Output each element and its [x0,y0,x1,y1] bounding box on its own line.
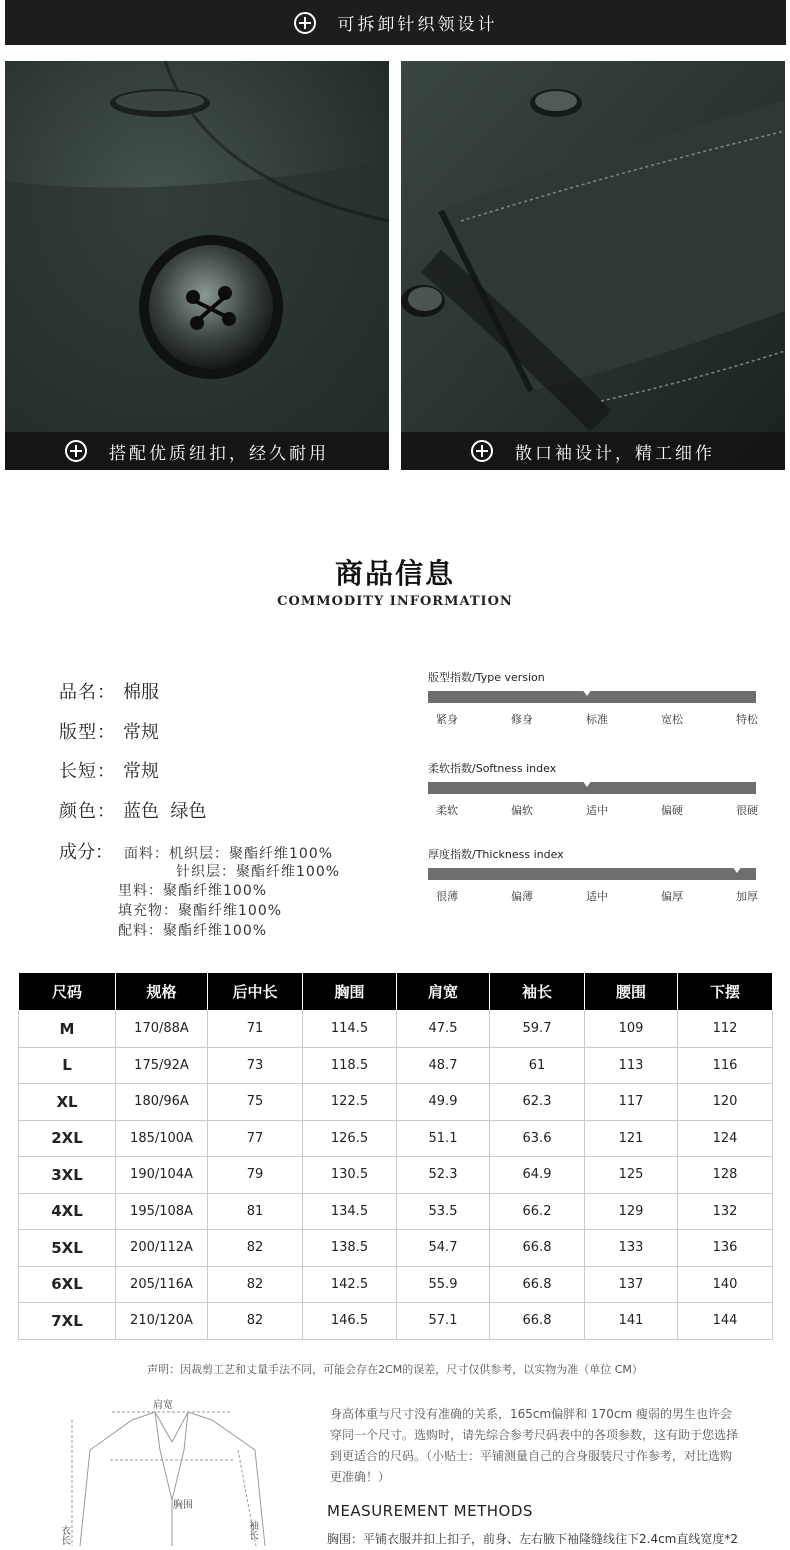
table-cell: 132 [678,1193,773,1230]
index-scale [428,846,758,903]
scale-tick-label: 修身 [511,713,533,726]
scale-tick-label: 偏硬 [661,804,683,817]
info-row [59,797,206,837]
scale-tick-label: 柔软 [436,804,458,817]
table-cell: 66.8 [490,1230,585,1267]
table-cell: 146.5 [303,1303,397,1340]
table-cell: 195/108A [116,1193,208,1230]
table-header-cell: 下摆 [678,973,773,1011]
table-cell: 133 [585,1230,678,1267]
section-subtitle: COMMODITY INFORMATION [277,594,513,609]
table-row [19,1157,773,1194]
size-cell: M [19,1011,116,1048]
scale-tick-label: 适中 [586,804,608,817]
table-cell: 122.5 [303,1084,397,1121]
plus-circle-icon [65,440,87,462]
table-cell: 129 [585,1193,678,1230]
index-scale [428,669,758,726]
table-cell: 57.1 [397,1303,490,1340]
scale-tick-label: 很薄 [436,890,458,903]
info-row [59,678,206,718]
method-chest: 胸围：平铺衣服并扣上扣子，前身、左右腋下袖隆缝线往下2.4cm直线宽度*2 [327,1532,739,1546]
scale-bar [428,782,756,794]
photo-sleeve-cuff [401,61,785,470]
info-key: 版型： [59,721,116,743]
left-caption-text: 搭配优质纽扣，经久耐用 [109,443,329,464]
table-cell: 59.7 [490,1011,585,1048]
section-title: 商品信息 [334,557,455,590]
table-cell: 142.5 [303,1266,397,1303]
table-row [19,1266,773,1303]
scale-tick-label: 适中 [586,890,608,903]
table-cell: 130.5 [303,1157,397,1194]
info-value: 常规 [123,721,159,743]
table-header-cell: 胸围 [303,973,397,1011]
table-cell: 125 [585,1157,678,1194]
table-header-cell: 袖长 [490,973,585,1011]
table-cell: 66.8 [490,1266,585,1303]
info-row [59,757,206,797]
table-cell: 134.5 [303,1193,397,1230]
composition-line: 面料：机织层：聚酯纤维100% [124,846,334,862]
table-cell: 75 [208,1084,303,1121]
table-cell: 118.5 [303,1047,397,1084]
table-cell: 55.9 [397,1266,490,1303]
table-cell: 137 [585,1266,678,1303]
table-cell: 141 [585,1303,678,1340]
table-cell: 71 [208,1011,303,1048]
plus-circle-icon [294,12,316,34]
table-cell: 52.3 [397,1157,490,1194]
composition-line: 里料：聚酯纤维100% [118,883,268,899]
table-cell: 66.8 [490,1303,585,1340]
info-value: 棉服 [123,682,159,703]
size-cell: L [19,1047,116,1084]
top-banner [5,0,786,45]
scale-bar [428,868,756,880]
right-caption-text: 散口袖设计，精工细作 [515,443,715,464]
disclaimer-note: 声明：因裁剪工艺和丈量手法不同，可能会存在2CM的误差，尺寸仅供参考，以实物为准（单位 CM） [147,1363,643,1376]
table-cell: 140 [678,1266,773,1303]
measurement-diagram [60,1390,280,1546]
table-cell: 82 [208,1266,303,1303]
methods-title: MEASUREMENT METHODS [327,1502,533,1520]
table-cell: 126.5 [303,1120,397,1157]
scale-label: 厚度指数/Thickness index [428,848,564,861]
scale-label: 柔软指数/Softness index [428,762,557,775]
table-cell: 210/120A [116,1303,208,1340]
table-cell: 114.5 [303,1011,397,1048]
table-cell: 136 [678,1230,773,1267]
table-cell: 49.9 [397,1084,490,1121]
table-cell: 63.6 [490,1120,585,1157]
table-cell: 170/88A [116,1011,208,1048]
info-key: 长短： [59,761,116,782]
table-cell: 124 [678,1120,773,1157]
size-cell: 3XL [19,1157,116,1194]
size-table [18,972,773,1340]
table-cell: 48.7 [397,1047,490,1084]
composition-line: 配料：聚酯纤维100% [118,923,268,939]
diagram-label-shoulder: 肩宽 [153,1400,173,1411]
table-cell: 82 [208,1303,303,1340]
table-cell: 51.1 [397,1120,490,1157]
table-cell: 61 [490,1047,585,1084]
table-header-cell: 肩宽 [397,973,490,1011]
table-row [19,1011,773,1048]
scale-tick-label: 宽松 [661,713,683,726]
info-row [59,718,206,758]
table-cell: 53.5 [397,1193,490,1230]
size-cell: 7XL [19,1303,116,1340]
scale-tick-label: 很硬 [736,804,758,817]
right-caption-bar [401,432,785,470]
scale-tick-label: 标准 [586,713,608,726]
table-header-cell: 规格 [116,973,208,1011]
top-banner-text: 可拆卸针织领设计 [337,15,498,35]
size-cell: XL [19,1084,116,1121]
diagram-label-chest: 胸围 [173,1500,193,1511]
scale-tick-label: 加厚 [736,890,758,903]
scale-marker-icon [582,689,592,696]
table-cell: 73 [208,1047,303,1084]
product-info-list [59,678,206,836]
table-cell: 116 [678,1047,773,1084]
size-cell: 6XL [19,1266,116,1303]
info-key: 颜色： [59,800,116,822]
table-row [19,1193,773,1230]
table-header-cell: 尺码 [19,973,116,1011]
table-cell: 128 [678,1157,773,1194]
table-cell: 205/116A [116,1266,208,1303]
diagram-label-sleeve: 袖长 [246,1520,258,1540]
scale-tick-label: 紧身 [436,713,458,726]
table-cell: 138.5 [303,1230,397,1267]
size-cell: 2XL [19,1120,116,1157]
info-key: 品名： [59,682,116,703]
info-value: 常规 [123,761,159,782]
scale-tick-label: 偏薄 [511,890,533,903]
size-cell: 5XL [19,1230,116,1267]
composition-line: 填充物：聚酯纤维100% [118,903,283,919]
table-cell: 62.3 [490,1084,585,1121]
table-cell: 112 [678,1011,773,1048]
left-caption-bar [5,432,389,470]
table-cell: 120 [678,1084,773,1121]
info-value: 蓝色 绿色 [123,800,207,822]
size-description: 身高体重与尺寸没有准确的关系，165cm偏胖和 170cm 瘦弱的男生也许会穿同一个尺寸。选购时，请先综合参考尺码表中的各项参数，这有助于您选择到更适合的尺码。（小贴士：平铺测量自己的合身服装尺寸作参考，对比选购更准确！） [330,1407,739,1484]
table-row [19,1303,773,1340]
scale-tick-label: 偏软 [511,804,533,817]
scale-marker-icon [582,780,592,787]
size-cell: 4XL [19,1193,116,1230]
diagram-label-length: 衣长 [58,1525,70,1545]
table-cell: 113 [585,1047,678,1084]
photo-button-closeup [5,61,389,470]
scale-tick-label: 特松 [736,713,758,726]
table-cell: 77 [208,1120,303,1157]
table-cell: 79 [208,1157,303,1194]
scale-tick-label: 偏厚 [661,890,683,903]
table-cell: 66.2 [490,1193,585,1230]
table-cell: 82 [208,1230,303,1267]
scale-marker-icon [732,866,742,873]
table-cell: 54.7 [397,1230,490,1267]
table-cell: 121 [585,1120,678,1157]
table-header-row [19,973,773,1011]
table-cell: 200/112A [116,1230,208,1267]
scale-label: 版型指数/Type version [428,671,545,684]
table-row [19,1047,773,1084]
composition-key: 成分： [59,842,113,863]
index-scale [428,760,758,817]
table-header-cell: 后中长 [208,973,303,1011]
table-row [19,1230,773,1267]
table-cell: 117 [585,1084,678,1121]
table-cell: 47.5 [397,1011,490,1048]
table-cell: 175/92A [116,1047,208,1084]
plus-circle-icon [471,440,493,462]
table-cell: 64.9 [490,1157,585,1194]
table-row [19,1120,773,1157]
table-cell: 144 [678,1303,773,1340]
table-cell: 81 [208,1193,303,1230]
table-cell: 180/96A [116,1084,208,1121]
table-cell: 190/104A [116,1157,208,1194]
composition-line: 针织层：聚酯纤维100% [176,864,341,880]
table-header-cell: 腰围 [585,973,678,1011]
table-cell: 109 [585,1011,678,1048]
table-row [19,1084,773,1121]
table-cell: 185/100A [116,1120,208,1157]
scale-bar [428,691,756,703]
